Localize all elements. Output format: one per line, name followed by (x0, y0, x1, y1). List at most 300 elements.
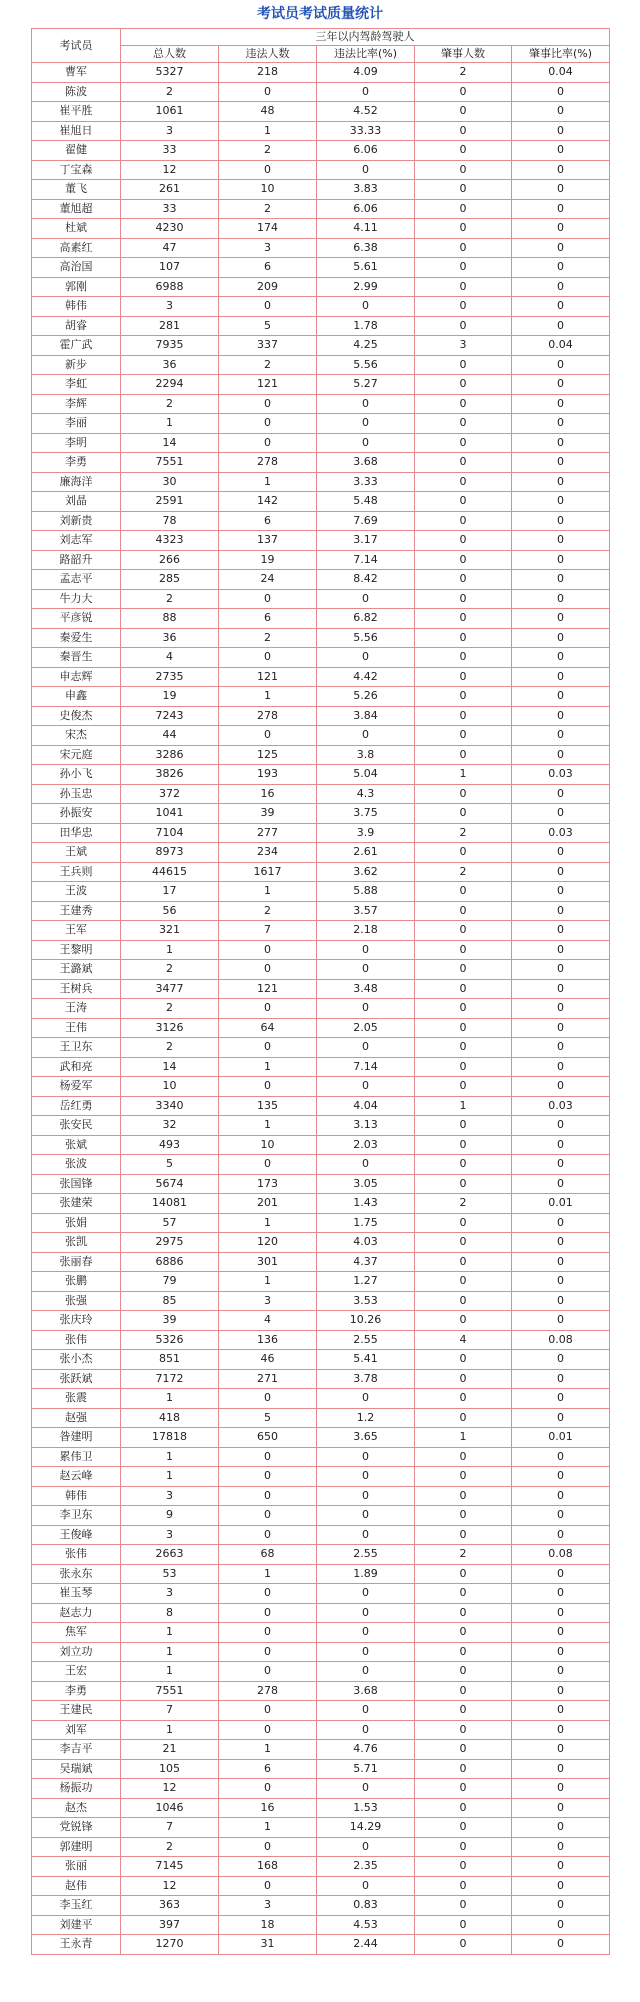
examiner-name-cell: 刘晶 (32, 492, 121, 512)
accidents-cell: 0 (415, 1350, 512, 1370)
accident-rate-cell: 0 (512, 609, 610, 629)
accidents-cell: 0 (415, 1564, 512, 1584)
accident-rate-cell: 0 (512, 316, 610, 336)
total-cell: 32 (121, 1116, 219, 1136)
accident-rate-cell: 0 (512, 219, 610, 239)
table-row (32, 882, 610, 902)
accident-rate-cell: 0 (512, 375, 610, 395)
violations-cell: 0 (219, 297, 317, 317)
total-cell: 9 (121, 1506, 219, 1526)
violation-rate-cell: 3.68 (317, 453, 415, 473)
violation-rate-cell: 4.09 (317, 63, 415, 83)
violations-cell: 5 (219, 1408, 317, 1428)
table-row (32, 1935, 610, 1955)
examiner-name-cell: 王波 (32, 882, 121, 902)
violations-cell: 2 (219, 199, 317, 219)
violation-rate-cell: 3.84 (317, 706, 415, 726)
violation-rate-cell: 0 (317, 648, 415, 668)
violations-cell: 5 (219, 316, 317, 336)
violations-cell: 64 (219, 1018, 317, 1038)
violations-cell: 0 (219, 1720, 317, 1740)
total-cell: 851 (121, 1350, 219, 1370)
total-cell: 2 (121, 1038, 219, 1058)
violation-rate-cell: 2.61 (317, 843, 415, 863)
total-cell: 12 (121, 160, 219, 180)
accidents-cell: 0 (415, 1135, 512, 1155)
accident-rate-cell: 0 (512, 258, 610, 278)
examiner-name-cell: 李卫东 (32, 1506, 121, 1526)
examiner-name-cell: 张跃斌 (32, 1369, 121, 1389)
examiner-name-cell: 昝建明 (32, 1428, 121, 1448)
table-row (32, 1038, 610, 1058)
violation-rate-cell: 0 (317, 999, 415, 1019)
examiner-name-cell: 王建民 (32, 1701, 121, 1721)
violations-cell: 168 (219, 1857, 317, 1877)
violation-rate-cell: 0 (317, 1662, 415, 1682)
total-cell: 7 (121, 1818, 219, 1838)
examiner-name-cell: 李吉平 (32, 1740, 121, 1760)
table-row (32, 570, 610, 590)
total-cell: 7145 (121, 1857, 219, 1877)
violation-rate-cell: 3.68 (317, 1681, 415, 1701)
table-row (32, 1876, 610, 1896)
table-row (32, 1252, 610, 1272)
violation-rate-cell: 14.29 (317, 1818, 415, 1838)
total-cell: 5 (121, 1155, 219, 1175)
examiner-name-cell: 张小杰 (32, 1350, 121, 1370)
table-row (32, 726, 610, 746)
violation-rate-cell: 1.43 (317, 1194, 415, 1214)
total-cell: 17818 (121, 1428, 219, 1448)
total-cell: 78 (121, 511, 219, 531)
violation-rate-cell: 7.14 (317, 550, 415, 570)
accident-rate-cell: 0 (512, 297, 610, 317)
accident-rate-cell: 0 (512, 648, 610, 668)
examiner-name-cell: 田华忠 (32, 823, 121, 843)
total-cell: 2 (121, 394, 219, 414)
accident-rate-cell: 0 (512, 843, 610, 863)
accident-rate-cell: 0 (512, 1623, 610, 1643)
table-row (32, 1837, 610, 1857)
total-cell: 2 (121, 589, 219, 609)
examiner-name-cell: 张波 (32, 1155, 121, 1175)
violation-rate-cell: 6.82 (317, 609, 415, 629)
table-row (32, 648, 610, 668)
total-cell: 397 (121, 1915, 219, 1935)
violations-cell: 0 (219, 1506, 317, 1526)
accidents-cell: 0 (415, 1935, 512, 1955)
page-title: 考试员考试质量统计 (257, 6, 383, 22)
examiner-name-cell: 曹军 (32, 63, 121, 83)
violation-rate-cell: 3.17 (317, 531, 415, 551)
table-row (32, 1330, 610, 1350)
violations-cell: 0 (219, 999, 317, 1019)
accidents-cell: 0 (415, 1759, 512, 1779)
violation-rate-cell: 5.48 (317, 492, 415, 512)
total-cell: 3 (121, 121, 219, 141)
accidents-cell: 0 (415, 472, 512, 492)
total-cell: 3 (121, 1584, 219, 1604)
table-row (32, 1701, 610, 1721)
examiner-name-cell: 秦晋生 (32, 648, 121, 668)
accident-rate-cell: 0 (512, 1116, 610, 1136)
accidents-cell: 0 (415, 1467, 512, 1487)
table-row (32, 219, 610, 239)
total-cell: 2663 (121, 1545, 219, 1565)
violations-cell: 4 (219, 1311, 317, 1331)
total-cell: 2294 (121, 375, 219, 395)
accident-rate-cell: 0 (512, 1935, 610, 1955)
accident-rate-cell: 0 (512, 1740, 610, 1760)
violations-cell: 0 (219, 1038, 317, 1058)
accidents-cell: 0 (415, 804, 512, 824)
examiner-name-cell: 杜斌 (32, 219, 121, 239)
header-accidents: 肇事人数 (415, 46, 512, 63)
accidents-cell: 0 (415, 1213, 512, 1233)
accident-rate-cell: 0 (512, 1798, 610, 1818)
accidents-cell: 0 (415, 160, 512, 180)
total-cell: 36 (121, 628, 219, 648)
accidents-cell: 0 (415, 1272, 512, 1292)
table-row (32, 102, 610, 122)
total-cell: 1061 (121, 102, 219, 122)
total-cell: 14 (121, 1057, 219, 1077)
accident-rate-cell: 0 (512, 921, 610, 941)
accidents-cell: 0 (415, 940, 512, 960)
accidents-cell: 0 (415, 1740, 512, 1760)
table-body (32, 63, 610, 1955)
table-row (32, 1311, 610, 1331)
violation-rate-cell: 0 (317, 1077, 415, 1097)
violations-cell: 6 (219, 1759, 317, 1779)
accidents-cell: 0 (415, 882, 512, 902)
table-row (32, 550, 610, 570)
examiner-name-cell: 王兵则 (32, 862, 121, 882)
accident-rate-cell: 0 (512, 1272, 610, 1292)
violation-rate-cell: 5.56 (317, 355, 415, 375)
table-row (32, 492, 610, 512)
violations-cell: 121 (219, 667, 317, 687)
total-cell: 7172 (121, 1369, 219, 1389)
accidents-cell: 0 (415, 1174, 512, 1194)
violations-cell: 31 (219, 1935, 317, 1955)
accidents-cell: 0 (415, 180, 512, 200)
violation-rate-cell: 0 (317, 1603, 415, 1623)
accidents-cell: 0 (415, 433, 512, 453)
violation-rate-cell: 33.33 (317, 121, 415, 141)
total-cell: 1 (121, 1447, 219, 1467)
accident-rate-cell: 0 (512, 1759, 610, 1779)
accident-rate-cell: 0 (512, 1876, 610, 1896)
accident-rate-cell: 0 (512, 804, 610, 824)
accident-rate-cell: 0 (512, 1350, 610, 1370)
total-cell: 1 (121, 1720, 219, 1740)
accidents-cell: 0 (415, 1408, 512, 1428)
total-cell: 1046 (121, 1798, 219, 1818)
violation-rate-cell: 1.78 (317, 316, 415, 336)
header-group: 三年以内驾龄驾驶人 (121, 29, 610, 46)
examiner-name-cell: 王潞斌 (32, 960, 121, 980)
examiner-name-cell: 孙振安 (32, 804, 121, 824)
examiner-name-cell: 宋杰 (32, 726, 121, 746)
examiner-name-cell: 张震 (32, 1389, 121, 1409)
violation-rate-cell: 3.62 (317, 862, 415, 882)
header-accident-rate: 肇事比率(%) (512, 46, 610, 63)
accidents-cell: 0 (415, 277, 512, 297)
table-row (32, 1018, 610, 1038)
accident-rate-cell: 0 (512, 1252, 610, 1272)
violations-cell: 6 (219, 609, 317, 629)
accidents-cell: 0 (415, 687, 512, 707)
table-row (32, 1740, 610, 1760)
table-row (32, 141, 610, 161)
violations-cell: 1 (219, 472, 317, 492)
examiner-name-cell: 郭建明 (32, 1837, 121, 1857)
violation-rate-cell: 4.11 (317, 219, 415, 239)
total-cell: 3126 (121, 1018, 219, 1038)
violations-cell: 1 (219, 1213, 317, 1233)
examiner-name-cell: 刘立功 (32, 1642, 121, 1662)
examiner-name-cell: 李勇 (32, 453, 121, 473)
accidents-cell: 0 (415, 667, 512, 687)
accident-rate-cell: 0 (512, 940, 610, 960)
table-row (32, 1174, 610, 1194)
violations-cell: 0 (219, 82, 317, 102)
violation-rate-cell: 0.83 (317, 1896, 415, 1916)
accident-rate-cell: 0.04 (512, 336, 610, 356)
accidents-cell: 0 (415, 531, 512, 551)
violation-rate-cell: 5.61 (317, 258, 415, 278)
accidents-cell: 0 (415, 979, 512, 999)
accident-rate-cell: 0 (512, 745, 610, 765)
violation-rate-cell: 8.42 (317, 570, 415, 590)
examiner-name-cell: 张斌 (32, 1135, 121, 1155)
violations-cell: 137 (219, 531, 317, 551)
accident-rate-cell: 0 (512, 1564, 610, 1584)
violation-rate-cell: 4.25 (317, 336, 415, 356)
table-row (32, 784, 610, 804)
violations-cell: 0 (219, 1077, 317, 1097)
violation-rate-cell: 0 (317, 1155, 415, 1175)
total-cell: 4323 (121, 531, 219, 551)
table-row (32, 258, 610, 278)
examiner-name-cell: 张凯 (32, 1233, 121, 1253)
examiner-name-cell: 王俊峰 (32, 1525, 121, 1545)
examiner-name-cell: 李玉红 (32, 1896, 121, 1916)
table-row (32, 1155, 610, 1175)
table-row (32, 1915, 610, 1935)
accident-rate-cell: 0 (512, 1291, 610, 1311)
violations-cell: 0 (219, 1467, 317, 1487)
accidents-cell: 0 (415, 414, 512, 434)
accidents-cell: 2 (415, 1194, 512, 1214)
total-cell: 1270 (121, 1935, 219, 1955)
total-cell: 7104 (121, 823, 219, 843)
total-cell: 285 (121, 570, 219, 590)
table-row (32, 1213, 610, 1233)
violations-cell: 1 (219, 882, 317, 902)
examiner-name-cell: 赵强 (32, 1408, 121, 1428)
violation-rate-cell: 0 (317, 1525, 415, 1545)
examiner-name-cell: 王斌 (32, 843, 121, 863)
table-row (32, 1369, 610, 1389)
table-row (32, 1662, 610, 1682)
examiner-name-cell: 崔旭日 (32, 121, 121, 141)
examiner-name-cell: 赵杰 (32, 1798, 121, 1818)
table-row (32, 1681, 610, 1701)
violations-cell: 0 (219, 1389, 317, 1409)
accidents-cell: 0 (415, 901, 512, 921)
examiner-name-cell: 张强 (32, 1291, 121, 1311)
accidents-cell: 0 (415, 1291, 512, 1311)
total-cell: 4 (121, 648, 219, 668)
total-cell: 36 (121, 355, 219, 375)
accident-rate-cell: 0.01 (512, 1428, 610, 1448)
total-cell: 1 (121, 1623, 219, 1643)
total-cell: 266 (121, 550, 219, 570)
violations-cell: 278 (219, 706, 317, 726)
accidents-cell: 0 (415, 726, 512, 746)
accidents-cell: 0 (415, 960, 512, 980)
table-row (32, 1525, 610, 1545)
violation-rate-cell: 1.89 (317, 1564, 415, 1584)
violations-cell: 0 (219, 1662, 317, 1682)
violations-cell: 1 (219, 1564, 317, 1584)
violations-cell: 16 (219, 1798, 317, 1818)
header-violations: 违法人数 (219, 46, 317, 63)
violation-rate-cell: 5.41 (317, 1350, 415, 1370)
accident-rate-cell: 0 (512, 180, 610, 200)
violations-cell: 48 (219, 102, 317, 122)
total-cell: 56 (121, 901, 219, 921)
accidents-cell: 0 (415, 1155, 512, 1175)
accidents-cell: 0 (415, 648, 512, 668)
accident-rate-cell: 0 (512, 414, 610, 434)
violations-cell: 278 (219, 453, 317, 473)
violations-cell: 10 (219, 1135, 317, 1155)
violation-rate-cell: 6.06 (317, 141, 415, 161)
examiner-name-cell: 孙小飞 (32, 765, 121, 785)
accidents-cell: 0 (415, 1116, 512, 1136)
total-cell: 3340 (121, 1096, 219, 1116)
violations-cell: 193 (219, 765, 317, 785)
examiner-name-cell: 董旭超 (32, 199, 121, 219)
accidents-cell: 0 (415, 1369, 512, 1389)
table-row (32, 375, 610, 395)
total-cell: 44 (121, 726, 219, 746)
violation-rate-cell: 3.8 (317, 745, 415, 765)
table-row (32, 1233, 610, 1253)
examiner-name-cell: 郭刚 (32, 277, 121, 297)
examiner-name-cell: 张娟 (32, 1213, 121, 1233)
examiner-name-cell: 李丽 (32, 414, 121, 434)
total-cell: 12 (121, 1779, 219, 1799)
violations-cell: 0 (219, 1701, 317, 1721)
violation-rate-cell: 1.53 (317, 1798, 415, 1818)
accident-rate-cell: 0 (512, 687, 610, 707)
violation-rate-cell: 0 (317, 1506, 415, 1526)
accidents-cell: 0 (415, 1779, 512, 1799)
accident-rate-cell: 0 (512, 1603, 610, 1623)
violation-rate-cell: 1.2 (317, 1408, 415, 1428)
accidents-cell: 0 (415, 375, 512, 395)
violations-cell: 0 (219, 1486, 317, 1506)
table-row (32, 1057, 610, 1077)
examiner-name-cell: 路韶升 (32, 550, 121, 570)
table-row (32, 765, 610, 785)
violations-cell: 0 (219, 960, 317, 980)
table-row (32, 1603, 610, 1623)
accidents-cell: 1 (415, 1096, 512, 1116)
accidents-cell: 0 (415, 1057, 512, 1077)
total-cell: 1 (121, 1662, 219, 1682)
violations-cell: 3 (219, 238, 317, 258)
total-cell: 39 (121, 1311, 219, 1331)
accident-rate-cell: 0 (512, 433, 610, 453)
examiner-name-cell: 申鑫 (32, 687, 121, 707)
accident-rate-cell: 0 (512, 1369, 610, 1389)
violations-cell: 16 (219, 784, 317, 804)
violations-cell: 125 (219, 745, 317, 765)
violations-cell: 121 (219, 979, 317, 999)
violations-cell: 0 (219, 1623, 317, 1643)
accidents-cell: 2 (415, 823, 512, 843)
table-row (32, 1896, 610, 1916)
violation-rate-cell: 0 (317, 1486, 415, 1506)
examiner-name-cell: 王永青 (32, 1935, 121, 1955)
examiner-name-cell: 王卫东 (32, 1038, 121, 1058)
examiner-name-cell: 崔玉琴 (32, 1584, 121, 1604)
table-row (32, 706, 610, 726)
examiner-name-cell: 王伟 (32, 1018, 121, 1038)
table-row (32, 960, 610, 980)
examiner-name-cell: 党锐锋 (32, 1818, 121, 1838)
violations-cell: 18 (219, 1915, 317, 1935)
accident-rate-cell: 0 (512, 102, 610, 122)
accident-rate-cell: 0.01 (512, 1194, 610, 1214)
accident-rate-cell: 0 (512, 238, 610, 258)
table-row (32, 1564, 610, 1584)
examiner-name-cell: 王树兵 (32, 979, 121, 999)
accident-rate-cell: 0 (512, 1018, 610, 1038)
accidents-cell: 2 (415, 862, 512, 882)
table-row (32, 1857, 610, 1877)
accident-rate-cell: 0 (512, 667, 610, 687)
table-row (32, 609, 610, 629)
accidents-cell: 0 (415, 550, 512, 570)
accident-rate-cell: 0 (512, 726, 610, 746)
examiner-name-cell: 张永东 (32, 1564, 121, 1584)
accidents-cell: 0 (415, 1018, 512, 1038)
violation-rate-cell: 5.56 (317, 628, 415, 648)
accidents-cell: 0 (415, 394, 512, 414)
total-cell: 14081 (121, 1194, 219, 1214)
total-cell: 7935 (121, 336, 219, 356)
accidents-cell: 0 (415, 492, 512, 512)
examiner-name-cell: 张安民 (32, 1116, 121, 1136)
total-cell: 1 (121, 940, 219, 960)
examiner-name-cell: 杨爱军 (32, 1077, 121, 1097)
table-row (32, 921, 610, 941)
violations-cell: 201 (219, 1194, 317, 1214)
examiner-name-cell: 刘建平 (32, 1915, 121, 1935)
accident-rate-cell: 0.03 (512, 1096, 610, 1116)
accidents-cell: 0 (415, 511, 512, 531)
table-row (32, 1077, 610, 1097)
accidents-cell: 0 (415, 999, 512, 1019)
accidents-cell: 0 (415, 1077, 512, 1097)
accident-rate-cell: 0 (512, 901, 610, 921)
